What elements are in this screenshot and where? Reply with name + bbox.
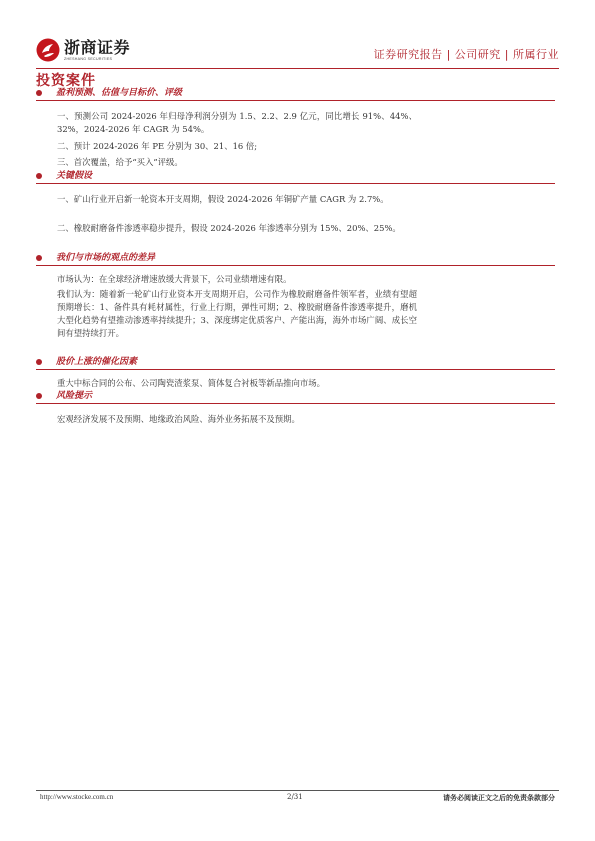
- header-divider: [36, 68, 559, 69]
- company-logo: [36, 38, 130, 62]
- section-title: 盈利预测、估值与目标价、评级: [56, 88, 183, 98]
- paragraph: 三、首次覆盖，给予“买入”评级。: [57, 157, 183, 167]
- section-divider: [36, 403, 555, 404]
- footer-divider: [36, 790, 559, 791]
- paragraph: 二、预计 2024-2026 年 PE 分别为 30、21、16 倍;: [57, 141, 258, 151]
- section-header-assumptions: [36, 169, 555, 183]
- footer-disclaimer: 请务必阅读正文之后的免责条款部分: [443, 793, 555, 802]
- paragraph: 宏观经济发展不及预期、地缘政治风险、海外业务拓展不及预期。: [57, 414, 300, 424]
- report-category: 证券研究报告 | 公司研究 | 所属行业: [373, 48, 559, 61]
- section-header-forecast: [36, 86, 555, 100]
- section-header-catalysts: [36, 355, 555, 369]
- section-divider: [36, 100, 555, 101]
- page-title: 投资案件: [36, 73, 96, 89]
- section-title: 关键假设: [56, 171, 93, 181]
- paragraph: 一、矿山行业开启新一轮资本开支周期，假设 2024-2026 年铜矿产量 CAGR 为 2.7%。: [57, 194, 389, 204]
- logo-chinese-name: 浙商证券: [64, 37, 131, 57]
- section-divider: [36, 265, 555, 266]
- section-title: 风险提示: [56, 391, 93, 401]
- section-header-risks: [36, 389, 555, 403]
- page-header: [36, 38, 559, 68]
- bullet-icon: [36, 359, 42, 365]
- section-title: 我们与市场的观点的差异: [56, 253, 156, 263]
- bullet-icon: [36, 173, 42, 179]
- bullet-icon: [36, 90, 42, 96]
- paragraph: 一、预测公司 2024-2026 年归母净利润分别为 1.5、2.2、2.9 亿元，同比增长 91%、44%、32%，2024-2026 年 CAGR 为 54%。: [57, 111, 417, 134]
- section-header-differences: [36, 251, 555, 265]
- paragraph: 我们认为：随着新一轮矿山行业资本开支周期开启，公司作为橡胶耐磨备件领军者，业绩有望超预期增长：1、备件具有耗材属性，行业上行期，弹性可期；2、橡胶耐磨备件渗透率提升，磨机大型化趋势有望推动渗透率持续提升；3、深度绑定优质客户、产能出海，海外市场广阔、成长空间有望持续打开。: [57, 289, 417, 338]
- bullet-icon: [36, 393, 42, 399]
- logo-english-name: ZHESHANG SECURITIES: [64, 56, 113, 61]
- section-divider: [36, 369, 555, 370]
- page-number: 2/31: [287, 793, 303, 801]
- paragraph: 二、橡胶耐磨备件渗透率稳步提升，假设 2024-2026 年渗透率分别为 15%、20%、25%。: [57, 223, 401, 233]
- zheshang-logo-icon: [36, 38, 60, 62]
- footer-url[interactable]: http://www.stocke.com.cn: [40, 793, 114, 801]
- bullet-icon: [36, 255, 42, 261]
- section-divider: [36, 183, 555, 184]
- section-title: 股价上涨的催化因素: [56, 357, 138, 367]
- paragraph: 市场认为：在全球经济增速放缓大背景下，公司业绩增速有限。: [57, 274, 292, 284]
- paragraph: 重大中标合同的公布、公司陶瓷渣浆泵、简体复合衬板等新品推向市场。: [57, 378, 325, 388]
